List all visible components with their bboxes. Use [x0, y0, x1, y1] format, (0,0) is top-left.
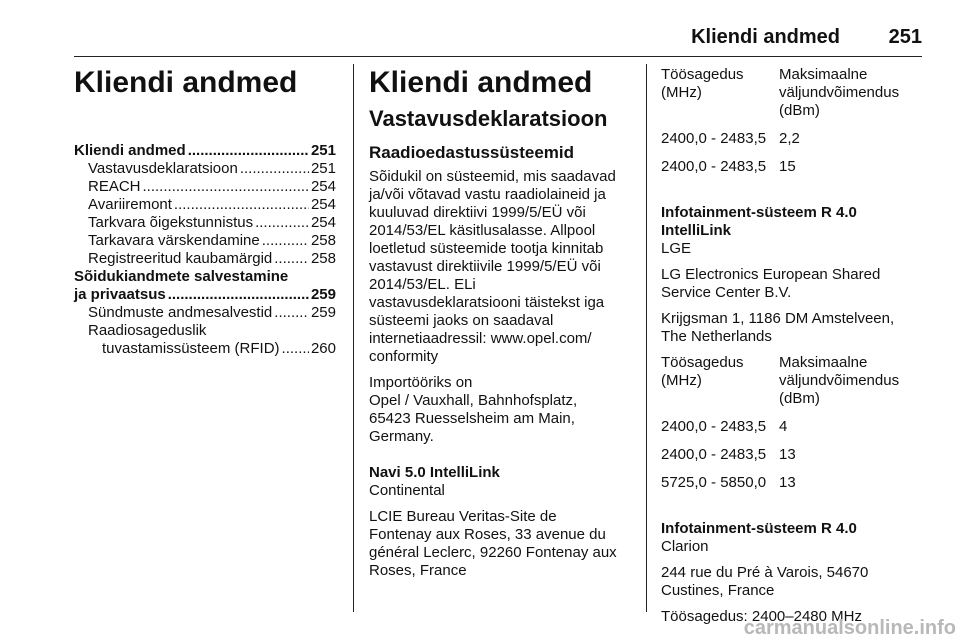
- page-number: 251: [888, 26, 922, 48]
- toc-entry[interactable]: Registreeritud kaubamärgid ..... 258: [74, 250, 336, 268]
- topic-heading: Raadioedastussüsteemid: [369, 143, 575, 162]
- toc-entry[interactable]: Tarkavara värskendamine ..... 258: [74, 232, 336, 250]
- system1-maker: LGE: [661, 240, 692, 257]
- toc-entry[interactable]: ja privaatsus ..... 259: [74, 286, 336, 304]
- toc-entry[interactable]: Kliendi andmed ..... 251: [74, 142, 336, 160]
- system1-heading: Infotainment-süsteem R 4.0 IntelliLink: [661, 204, 857, 239]
- toc-entry-line[interactable]: Raadiosageduslik: [88, 322, 207, 339]
- table-row: 2400,0 - 2483,5 13: [661, 446, 796, 463]
- chapter-toc: [74, 142, 336, 358]
- toc-entry-line[interactable]: Sõidukiandmete salvestamine: [74, 268, 289, 285]
- table-header-row: Töösagedus (MHz) Maksimaalne väljundvõimendus (dBm): [661, 354, 900, 407]
- table-row: 2400,0 - 2483,5 2,2: [661, 130, 800, 147]
- toc-entry[interactable]: REACH ..... 254: [74, 178, 336, 196]
- table-row: 5725,0 - 5850,0 13: [661, 474, 796, 491]
- table-row: 2400,0 - 2483,5 4: [661, 418, 788, 435]
- section-title: Kliendi andmed: [369, 66, 593, 99]
- table-header-row: Töösagedus (MHz) Maksimaalne väljundvõimendus (dBm): [661, 66, 900, 119]
- navi-maker: Continental: [369, 482, 445, 499]
- frequency-table-2: [661, 354, 899, 502]
- system2-maker: Clarion: [661, 538, 709, 555]
- watermark: carmanualsonline.info: [743, 617, 956, 639]
- column-divider: [646, 64, 647, 612]
- page-header: [74, 22, 922, 57]
- toc-entry[interactable]: Sündmuste andmesalvestid ..... 259: [74, 304, 336, 322]
- toc-entry[interactable]: Tarkvara õigekstunnistus ..... 254: [74, 214, 336, 232]
- toc-entry[interactable]: Vastavusdeklaratsioon ..... 251: [74, 160, 336, 178]
- frequency-table-1: [661, 66, 899, 186]
- importer-paragraph: Importööriks on Opel / Vauxhall, Bahnhofsplatz, 65423 Ruesselsheim am Main, Germany.: [369, 374, 578, 445]
- toc-entry[interactable]: Avariiremont ..... 254: [74, 196, 336, 214]
- system1-address: Krijgsman 1, 1186 DM Amstelveen, The Netherlands: [661, 310, 895, 345]
- chapter-toc-column: [74, 64, 336, 358]
- running-title: Kliendi andmed: [691, 26, 840, 48]
- content-column-middle: [369, 64, 637, 588]
- table-row: 2400,0 - 2483,5 15: [661, 158, 796, 175]
- system2-frequency: Töösagedus: 2400–2480 MHz: [661, 608, 862, 625]
- system2-heading: Infotainment-süsteem R 4.0: [661, 520, 857, 537]
- subsection-title: Vastavusdeklaratsioon: [369, 106, 608, 131]
- system2-address: 244 rue du Pré à Varois, 54670 Custines, France: [661, 564, 869, 599]
- intro-paragraph: Sõidukil on süsteemid, mis saadavad ja/või võtavad vastu raadiolaineid ja kuuluvad direktiivi 1999/5/EÜ või 2014/53/EL käsitlusalasse. Allpool loetletud süsteemide tootja kinnitab vastavust direktiivile 1999/5/EÜ või 2014/53/EL. ELi vastavusdeklaratsiooni täistekst iga süsteemi jaoks on saadaval internetiaadressil: www.opel.com/ conformity: [369, 168, 616, 365]
- navi-heading: Navi 5.0 IntelliLink: [369, 464, 500, 481]
- column-divider: [353, 64, 354, 612]
- navi-address: LCIE Bureau Veritas-Site de Fontenay aux Roses, 33 avenue du général Leclerc, 92260 Fontenay aux Roses, France: [369, 508, 617, 579]
- content-column-right: [661, 64, 929, 634]
- system1-company: LG Electronics European Shared Service Center B.V.: [661, 266, 881, 301]
- toc-entry[interactable]: tuvastamissüsteem (RFID) ..... 260: [74, 340, 336, 358]
- chapter-title: Kliendi andmed: [74, 66, 298, 99]
